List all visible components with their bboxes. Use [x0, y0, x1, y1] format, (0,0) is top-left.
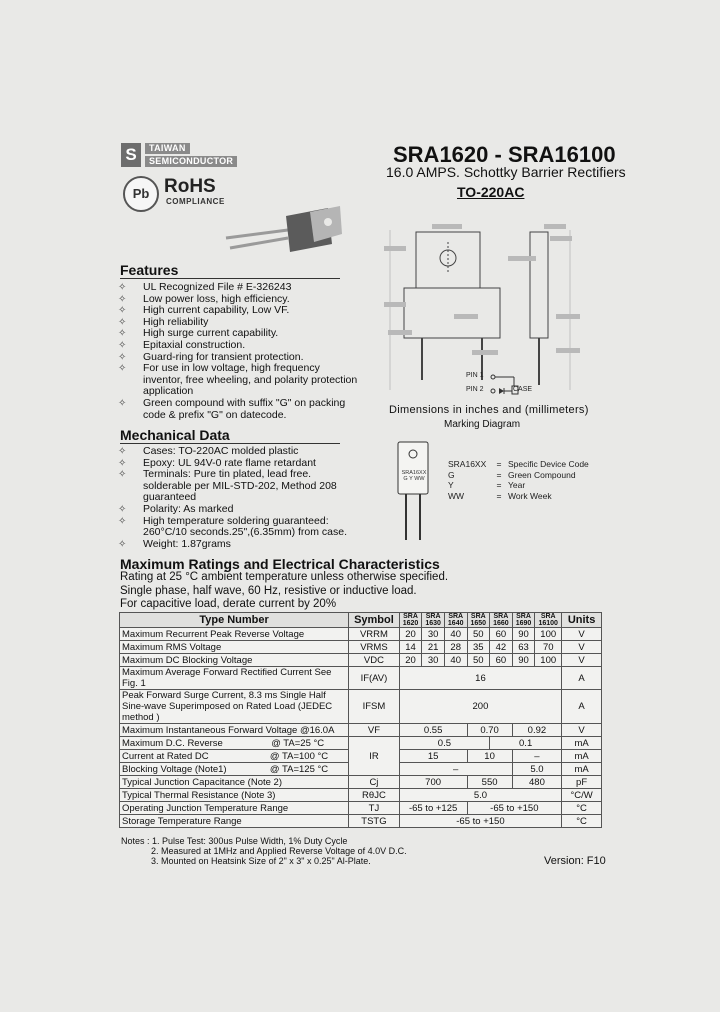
diamond-bullet-icon: ✧ — [118, 469, 127, 481]
diamond-bullet-icon: ✧ — [118, 503, 127, 515]
dimension-drawing — [380, 220, 590, 400]
col-part: SRA 16100 — [535, 613, 562, 628]
package-name: TO-220AC — [457, 184, 525, 200]
row-unit: °C — [562, 802, 602, 815]
cell: 0.70 — [467, 724, 512, 737]
diamond-bullet-icon: ✧ — [118, 457, 127, 469]
diamond-bullet-icon: ✧ — [118, 328, 127, 340]
cell: 20 — [399, 654, 422, 667]
marking-diagram — [396, 440, 432, 546]
row-symbol: IR — [349, 737, 400, 776]
row-unit: °C/W — [562, 789, 602, 802]
cell: 15 — [399, 750, 467, 763]
list-item: ✧ High current capability, Low VF. — [118, 304, 290, 317]
features-heading: Features — [120, 262, 340, 279]
cell: 28 — [444, 641, 467, 654]
rating-condition-2: Single phase, half wave, 60 Hz, resistive or inductive load. — [120, 585, 417, 597]
row-label: Storage Temperature Range — [120, 815, 349, 828]
row-label: Maximum DC Blocking Voltage — [120, 654, 349, 667]
row-label: Maximum Average Forward Rectified Current See Fig. 1 — [120, 667, 349, 690]
row-unit: pF — [562, 776, 602, 789]
row-label: Maximum RMS Voltage — [120, 641, 349, 654]
col-part: SRA 1690 — [512, 613, 535, 628]
table-row — [120, 737, 602, 750]
cell: -65 to +150 — [467, 802, 562, 815]
legend-row: SRA16XX = Specific Device Code — [448, 459, 589, 469]
row-symbol: IF(AV) — [349, 667, 400, 690]
col-part: SRA 1640 — [444, 613, 467, 628]
cell: 90 — [512, 628, 535, 641]
cell: -65 to +125 — [399, 802, 467, 815]
list-item: ✧ Low power loss, high efficiency. — [118, 292, 290, 305]
diamond-bullet-icon: ✧ — [118, 293, 127, 305]
list-item: ✧ Terminals: Pure tin plated, lead free. solderable per MIL-STD-202, Method 208 guaranteed — [118, 468, 337, 504]
row-label: Peak Forward Surge Current, 8.3 ms Single Half Sine-wave Superimposed on Rated Load (JEDEC method ) — [120, 690, 349, 724]
diamond-bullet-icon: ✧ — [118, 339, 127, 351]
cell: 70 — [535, 641, 562, 654]
cell: 40 — [444, 654, 467, 667]
cell: 35 — [467, 641, 490, 654]
cell: 10 — [467, 750, 512, 763]
diamond-bullet-icon: ✧ — [118, 397, 127, 409]
cell: 16 — [399, 667, 561, 690]
row-label: Blocking Voltage (Note1) @ TA=125 °C — [120, 763, 349, 776]
row-label: Typical Junction Capacitance (Note 2) — [120, 776, 349, 789]
table-row — [120, 690, 602, 724]
cell: 0.55 — [399, 724, 467, 737]
cell: 21 — [422, 641, 445, 654]
list-item: ✧ Guard-ring for transient protection. — [118, 350, 304, 363]
row-symbol: Cj — [349, 776, 400, 789]
cell: 100 — [535, 628, 562, 641]
legend-row: WW = Work Week — [448, 490, 552, 501]
diamond-bullet-icon: ✧ — [118, 351, 127, 363]
table-header-row — [120, 613, 602, 628]
row-unit: °C — [562, 815, 602, 828]
product-photo — [222, 204, 342, 256]
table-row — [120, 802, 602, 815]
list-item: ✧ High reliability — [118, 315, 209, 328]
row-label: Maximum Instantaneous Forward Voltage @16.0A — [120, 724, 349, 737]
table-row — [120, 641, 602, 654]
col-type-number: Type Number — [120, 613, 349, 628]
list-item: ✧ Green compound with suffix "G" on packing code & prefix "G" on datecode. — [118, 396, 346, 421]
pin2-label: PIN 2 — [466, 386, 484, 393]
list-item: ✧ Polarity: As marked — [118, 502, 234, 515]
col-units: Units — [562, 613, 602, 628]
diamond-bullet-icon: ✧ — [118, 282, 127, 293]
mechanical-heading: Mechanical Data — [120, 427, 340, 444]
table-row — [120, 776, 602, 789]
cell: 40 — [444, 628, 467, 641]
cell: 42 — [490, 641, 513, 654]
diamond-bullet-icon: ✧ — [118, 538, 127, 550]
col-part: SRA 1620 — [399, 613, 422, 628]
row-unit: V — [562, 654, 602, 667]
logo-text-line1: TAIWAN — [145, 143, 190, 154]
page-subtitle: 16.0 AMPS. Schottky Barrier Rectifiers — [386, 164, 626, 180]
col-part: SRA 1630 — [422, 613, 445, 628]
diamond-bullet-icon: ✧ — [118, 363, 127, 375]
row-label: Operating Junction Temperature Range — [120, 802, 349, 815]
row-unit: mA — [562, 750, 602, 763]
cell: 0.5 — [399, 737, 489, 750]
rating-condition-3: For capacitive load, derate current by 20% — [120, 598, 337, 610]
case-label: CASE — [513, 386, 533, 393]
row-label: Maximum D.C. Reverse @ TA=25 °C — [120, 737, 349, 750]
cell: 30 — [422, 628, 445, 641]
list-item: ✧ High surge current capability. — [118, 327, 279, 340]
cell: 200 — [399, 690, 561, 724]
list-item: ✧ Cases: TO-220AC molded plastic — [118, 445, 299, 457]
row-symbol: VDC — [349, 654, 400, 667]
list-item: ✧ High temperature soldering guaranteed: 260°C/10 seconds.25",(6.35mm) from case. — [118, 514, 348, 539]
row-label: Current at Rated DC @ TA=100 °C — [120, 750, 349, 763]
table-row — [120, 724, 602, 737]
list-item: ✧ Epitaxial construction. — [118, 338, 246, 351]
legend-row: Y = Year — [448, 480, 526, 490]
logo-text-line2: SEMICONDUCTOR — [145, 156, 237, 167]
table-row — [120, 628, 602, 641]
features-list — [118, 282, 358, 421]
row-unit: A — [562, 667, 602, 690]
col-part: SRA 1650 — [467, 613, 490, 628]
note-1: Notes : 1. Pulse Test: 300us Pulse Width, 1% Duty Cycle — [121, 836, 348, 846]
cell: – — [512, 750, 561, 763]
note-2: 2. Measured at 1MHz and Applied Reverse Voltage of 4.0V D.C. — [151, 846, 407, 856]
list-item: ✧ For use in low voltage, high frequency inventor, free wheeling, and polarity protection application — [118, 362, 358, 398]
cell: 60 — [490, 654, 513, 667]
cell: 50 — [467, 628, 490, 641]
col-part: SRA 1660 — [490, 613, 513, 628]
marking-diagram-caption: Marking Diagram — [444, 419, 521, 430]
row-unit: V — [562, 641, 602, 654]
cell: 700 — [399, 776, 467, 789]
list-item: ✧ UL Recognized File # E-326243 — [118, 281, 292, 293]
ratings-table — [119, 612, 602, 828]
cell: 20 — [399, 628, 422, 641]
diamond-bullet-icon: ✧ — [118, 446, 127, 457]
cell: 0.92 — [512, 724, 561, 737]
pin-schematic-icon — [490, 372, 520, 396]
cell: -65 to +150 — [399, 815, 561, 828]
dimensions-caption: Dimensions in inches and (millimeters) — [389, 404, 589, 416]
marking-legend — [448, 459, 589, 501]
col-symbol: Symbol — [349, 613, 400, 628]
cell: 60 — [490, 628, 513, 641]
rohs-label: RoHS — [164, 176, 216, 197]
cell: 5.0 — [512, 763, 561, 776]
row-symbol: TJ — [349, 802, 400, 815]
cell: – — [399, 763, 512, 776]
diamond-bullet-icon: ✧ — [118, 305, 127, 317]
row-symbol: VRRM — [349, 628, 400, 641]
table-row — [120, 667, 602, 690]
row-symbol: VRMS — [349, 641, 400, 654]
legend-row: G = Green Compound — [448, 469, 576, 480]
cell: 480 — [512, 776, 561, 789]
ts-logo-icon: S — [121, 143, 141, 167]
row-unit: A — [562, 690, 602, 724]
row-unit: V — [562, 724, 602, 737]
table-row — [120, 815, 602, 828]
diamond-bullet-icon: ✧ — [118, 515, 127, 527]
row-symbol: RθJC — [349, 789, 400, 802]
cell: 50 — [467, 654, 490, 667]
row-label: Typical Thermal Resistance (Note 3) — [120, 789, 349, 802]
note-3: 3. Mounted on Heatsink Size of 2" x 3" x 0.25" Al-Plate. — [151, 856, 371, 866]
row-unit: mA — [562, 763, 602, 776]
row-symbol: TSTG — [349, 815, 400, 828]
row-symbol: VF — [349, 724, 400, 737]
cell: 550 — [467, 776, 512, 789]
rating-condition-1: Rating at 25 °C ambient temperature unless otherwise specified. — [120, 571, 449, 583]
marking-chip-text: SRA16XX G Y WW — [401, 470, 427, 482]
table-row — [120, 654, 602, 667]
pin1-label: PIN 1 — [466, 372, 484, 379]
company-logo — [121, 143, 251, 167]
pb-free-icon: Pb — [123, 176, 159, 212]
notes — [121, 836, 407, 866]
cell: 5.0 — [399, 789, 561, 802]
version-label: Version: F10 — [544, 855, 606, 867]
row-unit: V — [562, 628, 602, 641]
cell: 30 — [422, 654, 445, 667]
cell: 63 — [512, 641, 535, 654]
page-title: SRA1620 - SRA16100 — [393, 142, 616, 167]
row-unit: mA — [562, 737, 602, 750]
ratings-heading: Maximum Ratings and Electrical Characteristics — [120, 556, 440, 572]
list-item: ✧ Weight: 1.87grams — [118, 537, 231, 550]
cell: 0.1 — [490, 737, 562, 750]
list-item: ✧ Epoxy: UL 94V-0 rate flame retardant — [118, 456, 316, 469]
rohs-compliance-label: COMPLIANCE — [166, 197, 225, 206]
row-symbol: IFSM — [349, 690, 400, 724]
row-label: Maximum Recurrent Peak Reverse Voltage — [120, 628, 349, 641]
cell: 14 — [399, 641, 422, 654]
cell: 100 — [535, 654, 562, 667]
cell: 90 — [512, 654, 535, 667]
diamond-bullet-icon: ✧ — [118, 316, 127, 328]
mechanical-list — [118, 446, 358, 550]
table-row — [120, 789, 602, 802]
